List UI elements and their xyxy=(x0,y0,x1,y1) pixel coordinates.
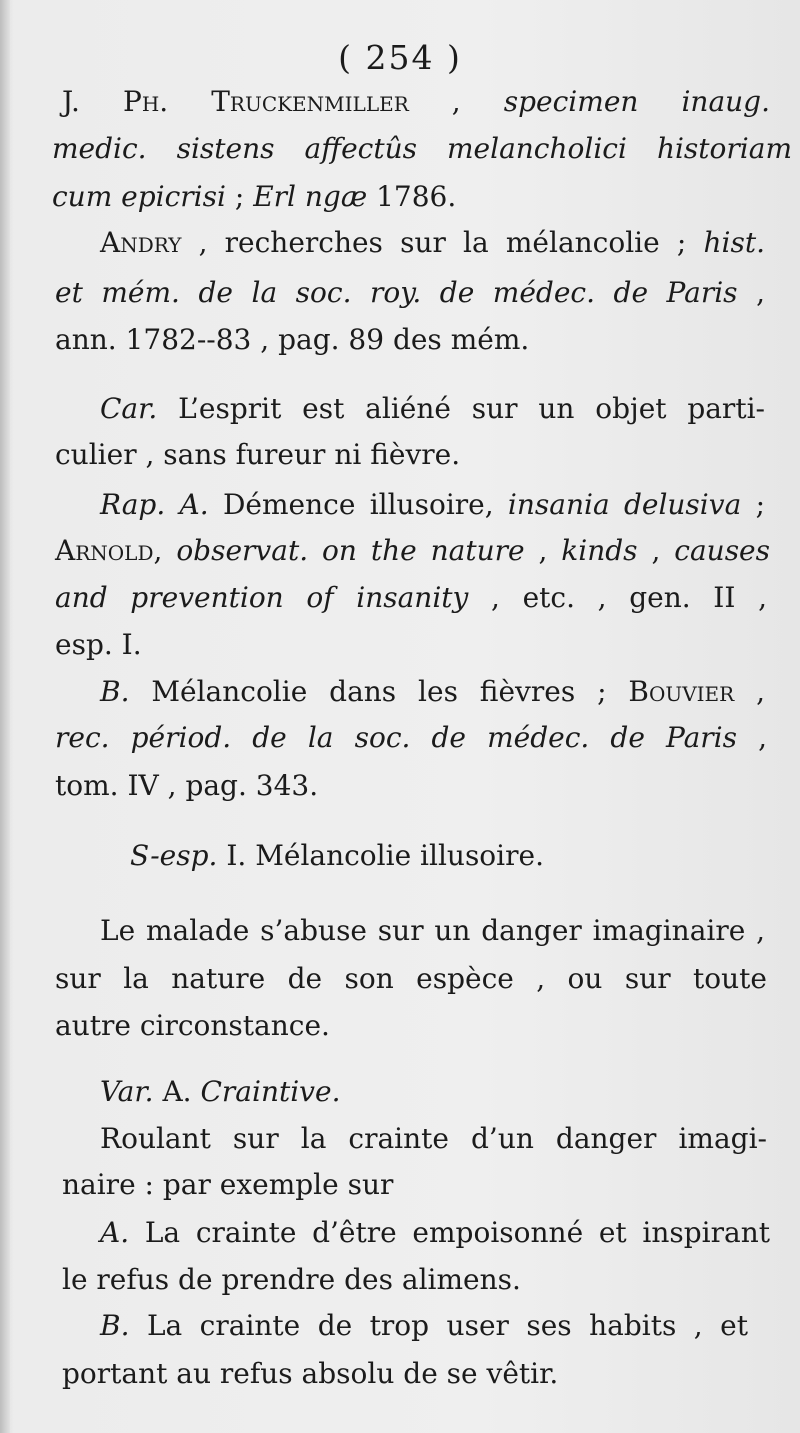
text-run: Craintive. xyxy=(200,1075,341,1108)
text-line xyxy=(52,131,792,167)
text-run: naire : par exemple sur xyxy=(62,1168,394,1201)
text-run: , recherches sur la mélancolie ; xyxy=(181,226,704,259)
text-run: cum epicrisi xyxy=(52,180,226,213)
text-line xyxy=(62,84,770,120)
text-run: B. xyxy=(100,1309,130,1342)
text-run: L’esprit est aliéné sur un objet parti- xyxy=(157,392,765,425)
text-line xyxy=(55,627,142,663)
text-line xyxy=(100,391,765,427)
text-run: Var. xyxy=(100,1075,154,1108)
text-run: Erl ngæ xyxy=(253,180,368,213)
text-run: rec. périod. de la soc. de médec. de Paris xyxy=(55,721,737,754)
text-run: specimen inaug. xyxy=(503,85,771,118)
text-line xyxy=(55,322,529,358)
text-line xyxy=(100,674,765,710)
text-line xyxy=(55,720,767,756)
text-run: ; xyxy=(741,488,766,521)
text-run: Arnold xyxy=(55,534,154,567)
text-run: La crainte de trop user ses habits , et xyxy=(129,1309,748,1342)
text-run: medic. sistens affectûs melancholici historiam xyxy=(52,132,792,165)
text-line xyxy=(55,961,767,997)
text-run: La crainte d’être empoisonné et inspirant xyxy=(129,1216,770,1249)
text-run: Ph. Truckenmiller xyxy=(123,85,409,118)
text-run: Rap. A. xyxy=(100,488,209,521)
text-run: , xyxy=(737,276,765,309)
text-line xyxy=(62,1356,558,1392)
text-line xyxy=(55,580,767,616)
text-line xyxy=(100,1121,767,1157)
page-number: ( 254 ) xyxy=(338,38,462,77)
text-run: hist. xyxy=(703,226,765,259)
text-run: portant au refus absolu de se vêtir. xyxy=(62,1357,559,1390)
text-run: S-esp. xyxy=(130,839,218,872)
text-run: and prevention of insanity xyxy=(55,581,469,614)
text-line xyxy=(55,768,318,804)
text-run: , xyxy=(153,534,177,567)
text-run: I. Mélancolie illusoire. xyxy=(217,839,544,872)
text-run: Bouvier xyxy=(628,675,735,708)
text-run: culier , sans fureur ni fièvre. xyxy=(55,438,461,471)
text-run: J. xyxy=(62,85,123,118)
text-run: Mélancolie dans les fièvres ; xyxy=(129,675,629,708)
text-run: , xyxy=(734,675,765,708)
text-run: et mém. de la soc. roy. de médec. de Paris xyxy=(55,276,738,309)
text-run: Démence illusoire, xyxy=(208,488,508,521)
text-run: 1786. xyxy=(367,180,457,213)
text-line xyxy=(62,1262,521,1298)
text-run: insania delusiva xyxy=(507,488,742,521)
text-line xyxy=(55,437,460,473)
text-run: tom. IV , pag. 343. xyxy=(55,769,319,802)
text-line xyxy=(100,1215,770,1251)
text-run: Roulant sur la crainte d’un danger imagi- xyxy=(100,1122,767,1155)
text-run: esp. I. xyxy=(55,628,142,661)
text-run: Car. xyxy=(100,392,158,425)
text-run: B. xyxy=(100,675,130,708)
text-run: Andry xyxy=(100,226,182,259)
text-line xyxy=(100,1308,748,1344)
text-run: Le malade s’abuse sur un danger imaginaire , xyxy=(100,914,765,947)
text-line xyxy=(55,275,765,311)
text-run: sur la nature de son espèce , ou sur toute xyxy=(55,962,767,995)
text-run: , xyxy=(736,721,767,754)
text-line xyxy=(100,487,765,523)
text-run: , xyxy=(408,85,504,118)
text-run: kinds xyxy=(561,534,638,567)
text-run: autre circonstance. xyxy=(55,1009,330,1042)
text-run: , xyxy=(637,534,675,567)
text-line xyxy=(55,1008,330,1044)
text-run: causes xyxy=(674,534,770,567)
text-line xyxy=(100,913,765,949)
text-line xyxy=(62,1167,393,1203)
text-run: , etc. , gen. II , xyxy=(468,581,767,614)
page-edge-shadow xyxy=(0,0,10,1433)
text-run: ; xyxy=(225,180,254,213)
text-run: le refus de prendre des alimens. xyxy=(62,1263,521,1296)
text-run: A. xyxy=(100,1216,130,1249)
text-line xyxy=(100,225,765,261)
text-line xyxy=(52,179,456,215)
text-run: , xyxy=(524,534,562,567)
sub-heading xyxy=(130,838,544,874)
text-run: A. xyxy=(153,1075,201,1108)
sub-heading xyxy=(100,1074,340,1110)
text-line xyxy=(55,533,770,569)
text-run: observat. on the nature xyxy=(176,534,525,567)
text-run: ann. 1782--83 , pag. 89 des mém. xyxy=(55,323,530,356)
